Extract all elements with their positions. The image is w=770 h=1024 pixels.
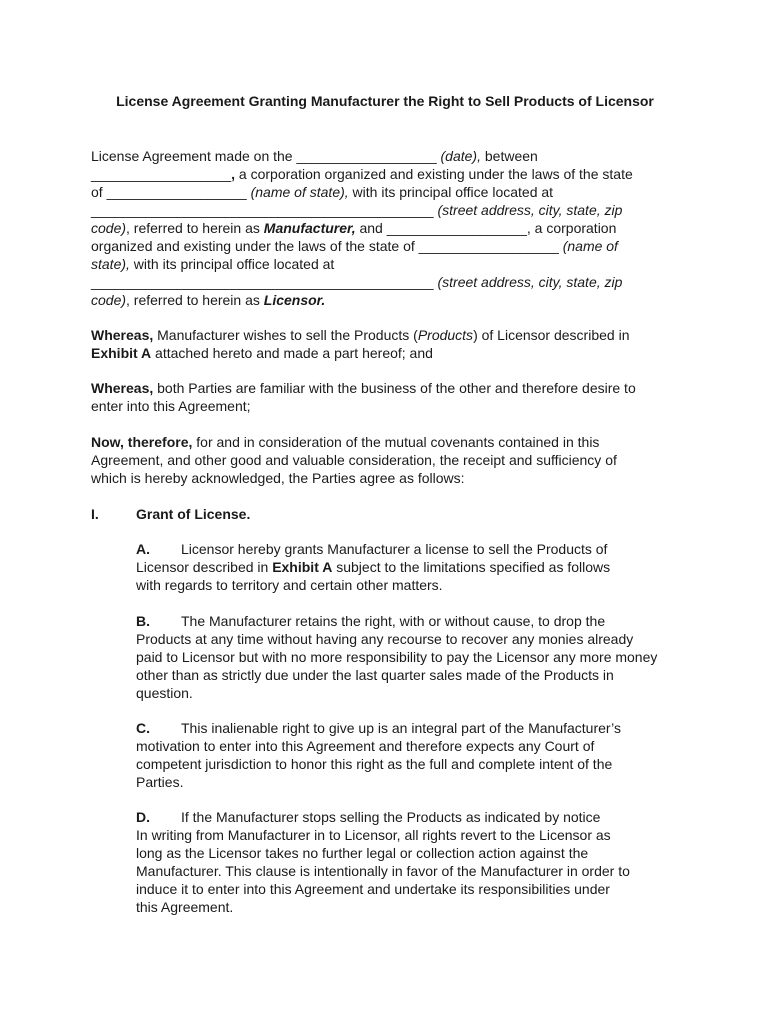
intro-italic: (date),	[440, 148, 481, 164]
clause-text: Licensor described in	[136, 559, 273, 575]
section-heading: Grant of License.	[136, 506, 251, 522]
whereas-text: attached hereto and made a part hereof; and	[151, 345, 433, 361]
section-numeral: I.	[91, 506, 99, 522]
whereas-line	[91, 379, 636, 397]
intro-line	[91, 183, 553, 201]
clause-d-line	[136, 808, 600, 826]
clause-label: A.	[136, 541, 150, 557]
licensor-term: Licensor.	[263, 292, 326, 308]
exhibit-a-term: Exhibit A	[91, 345, 152, 361]
whereas-line	[91, 344, 433, 362]
now-therefore-text: for and in consideration of the mutual covenants contained in this	[192, 434, 600, 450]
clause-label: D.	[136, 809, 150, 825]
intro-line	[91, 147, 538, 165]
intro-text: of __________________	[91, 184, 251, 200]
clause-text: This inalienable right to give up is an integral part of the Manufacturer’s	[181, 720, 621, 736]
intro-text: License Agreement made on the __________________	[91, 148, 441, 164]
clause-text: If the Manufacturer stops selling the Products as indicated by notice	[181, 809, 601, 825]
clause-c-line: Parties.	[136, 774, 184, 790]
whereas-keyword: Whereas,	[91, 380, 154, 396]
intro-bold: ,	[231, 166, 236, 182]
whereas-text: ) of Licensor described in	[473, 327, 630, 343]
intro-italic: code)	[91, 292, 127, 308]
now-therefore-line	[91, 433, 599, 451]
whereas-text: both Parties are familiar with the business of the other and therefore desire to	[153, 380, 636, 396]
clause-c-line: competent jurisdiction to honor this right as the full and complete intent of the	[136, 756, 613, 772]
clause-b-line: paid to Licensor but with no more responsibility to pay the Licensor any more money	[136, 649, 658, 665]
clause-label: C.	[136, 720, 150, 736]
intro-text: with its principal office located at	[348, 184, 554, 200]
exhibit-a-term: Exhibit A	[272, 559, 333, 575]
clause-d-line: Manufacturer. This clause is intentionally in favor of the Manufacturer in order to	[136, 863, 630, 879]
intro-text: between	[480, 148, 538, 164]
intro-italic: (street address, city, state, zip	[437, 202, 623, 218]
intro-text: ____________________________________________	[91, 202, 438, 218]
clause-text: The Manufacturer retains the right, with or without cause, to drop the	[181, 613, 606, 629]
intro-line	[91, 201, 622, 219]
clause-a-line	[136, 540, 607, 558]
clause-d-line: long as the Licensor takes no further legal or collection action against the	[136, 845, 589, 861]
clause-b-line	[136, 612, 605, 630]
clause-b-line: other than as strictly due under the last quarter sales made of the Products in	[136, 667, 614, 683]
whereas-text: Manufacturer wishes to sell the Products (	[153, 327, 418, 343]
clause-c-line	[136, 719, 621, 737]
intro-italic: (name of state),	[250, 184, 349, 200]
intro-italic: code)	[91, 220, 127, 236]
intro-line	[91, 255, 334, 273]
intro-line	[91, 273, 622, 291]
whereas-keyword: Whereas,	[91, 327, 154, 343]
now-therefore-keyword: Now, therefore,	[91, 434, 193, 450]
intro-text: ____________________________________________	[91, 274, 438, 290]
intro-italic: (name of	[562, 238, 618, 254]
clause-c-line: motivation to enter into this Agreement and therefore expects any Court of	[136, 738, 595, 754]
clause-d-line: In writing from Manufacturer in to Licensor, all rights revert to the Licensor as	[136, 827, 611, 843]
clause-d-line: induce it to enter into this Agreement and undertake its responsibilities under	[136, 881, 610, 897]
now-therefore-line: which is hereby acknowledged, the Parties agree as follows:	[91, 470, 465, 486]
clause-b-line: question.	[136, 685, 193, 701]
intro-line	[91, 237, 618, 255]
whereas-line	[91, 326, 629, 344]
intro-text: a corporation organized and existing under the laws of the state	[235, 166, 633, 182]
intro-line	[91, 165, 633, 183]
clause-a-line	[136, 558, 610, 576]
clause-a-line: with regards to territory and certain other matters.	[136, 577, 443, 593]
intro-italic: (street address, city, state, zip	[437, 274, 623, 290]
intro-text: with its principal office located at	[129, 256, 335, 272]
clause-label: B.	[136, 613, 150, 629]
whereas-line: enter into this Agreement;	[91, 398, 251, 414]
intro-text: and __________________, a corporation	[355, 220, 617, 236]
document-title: License Agreement Granting Manufacturer the Right to Sell Products of Licensor	[116, 93, 654, 109]
products-term: Products	[417, 327, 474, 343]
intro-text: __________________	[91, 166, 232, 182]
intro-text: organized and existing under the laws of the state of __________________	[91, 238, 563, 254]
intro-line	[91, 291, 325, 309]
intro-text: , referred to herein as	[126, 220, 264, 236]
clause-text: subject to the limitations specified as follows	[332, 559, 611, 575]
clause-b-line: Products at any time without having any recourse to recover any monies already	[136, 631, 634, 647]
intro-line	[91, 219, 616, 237]
manufacturer-term: Manufacturer,	[263, 220, 356, 236]
intro-text: , referred to herein as	[126, 292, 264, 308]
clause-text: Licensor hereby grants Manufacturer a license to sell the Products of	[181, 541, 608, 557]
intro-italic: state),	[91, 256, 130, 272]
now-therefore-line: Agreement, and other good and valuable consideration, the receipt and sufficiency of	[91, 452, 617, 468]
clause-d-line: this Agreement.	[136, 899, 234, 915]
